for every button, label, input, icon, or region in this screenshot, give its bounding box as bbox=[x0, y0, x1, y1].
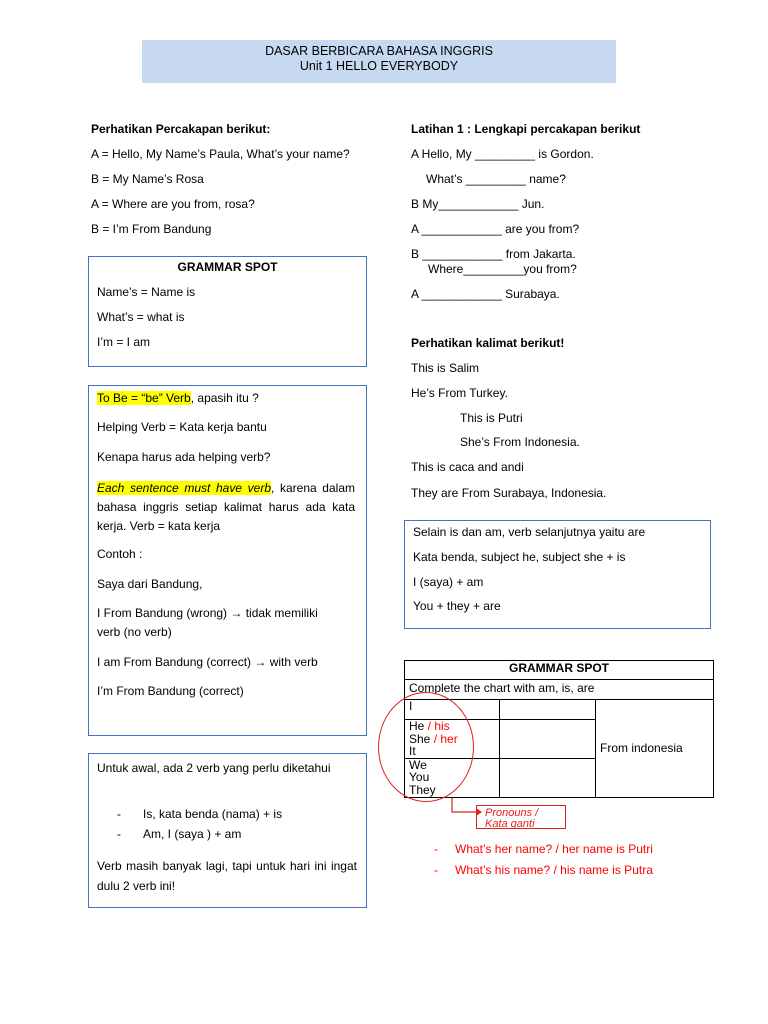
dialogue-line: B = My Name’s Rosa bbox=[91, 172, 204, 186]
header-unit: Unit 1 HELLO EVERYBODY bbox=[299, 59, 459, 73]
chart-instruction: Complete the chart with am, is, are bbox=[405, 680, 714, 700]
pronoun-we: We bbox=[409, 757, 427, 772]
pronoun-it: It bbox=[409, 744, 416, 758]
selain-line: I (saya) + am bbox=[413, 575, 484, 589]
example-line: Saya dari Bandung, bbox=[97, 577, 203, 591]
bullet-item: Is, kata benda (nama) + is bbox=[143, 807, 283, 821]
answer-cell[interactable] bbox=[500, 720, 596, 759]
bullet-dash: - bbox=[117, 807, 121, 821]
red-bullet-item: What’s her name? / her name is Putri bbox=[455, 842, 653, 856]
exercise-line: Where_________you from? bbox=[428, 262, 577, 276]
bullet-dash: - bbox=[117, 827, 121, 841]
correct-example-line: I am From Bandung (correct) → with verb bbox=[97, 655, 318, 669]
red-bullet-dash: - bbox=[434, 863, 438, 877]
to-be-heading bbox=[97, 391, 259, 405]
each-sentence-rest: , karena dalam bahasa inggris setiap kalimat harus ada kata kerja. Verb = kata kerja bbox=[97, 481, 355, 533]
grammar-spot-box bbox=[88, 256, 367, 367]
untuk-awal-outro: Verb masih banyak lagi, tapi untuk hari ini ingat dulu 2 verb ini! bbox=[97, 859, 357, 893]
kalimat-title: Perhatikan kalimat berikut! bbox=[411, 336, 565, 350]
document-header bbox=[142, 40, 616, 83]
callout-text-cropped: Kata ganti bbox=[485, 818, 535, 829]
highlighted-text: To Be = “be” Verb bbox=[97, 391, 191, 405]
exercise-line: What’s _________ name? bbox=[426, 172, 566, 186]
sentence-line: He’s From Turkey. bbox=[411, 386, 508, 400]
untuk-awal-intro: Untuk awal, ada 2 verb yang perlu diketahui bbox=[97, 761, 331, 775]
header-title: DASAR BERBICARA BAHASA INGGRIS bbox=[265, 44, 493, 58]
wrong-example-line: verb (no verb) bbox=[97, 625, 172, 639]
highlighted-text: Each sentence must have verb bbox=[97, 481, 271, 495]
sentence-line: This is Putri bbox=[460, 411, 523, 425]
answer-cell[interactable] bbox=[500, 758, 596, 797]
grammar-spot-title: GRAMMAR SPOT bbox=[177, 260, 278, 274]
red-circle-annotation bbox=[378, 692, 474, 802]
sentence-line: She’s From Indonesia. bbox=[460, 435, 580, 449]
selain-line: Kata benda, subject he, subject she + is bbox=[413, 550, 626, 564]
dialogue-line: A = Where are you from, rosa? bbox=[91, 197, 255, 211]
pronoun-you: You bbox=[409, 770, 430, 784]
each-sentence-paragraph bbox=[97, 479, 355, 536]
exercise-line: A ____________ are you from? bbox=[411, 222, 580, 236]
grammar-line: Name’s = Name is bbox=[97, 285, 196, 299]
pronouns-callout bbox=[476, 805, 566, 829]
untuk-awal-box bbox=[88, 753, 367, 908]
callout-text: Pronouns / bbox=[485, 807, 539, 819]
dialogue-title: Perhatikan Percakapan berikut: bbox=[91, 122, 271, 136]
dialogue-line: B = I’m From Bandung bbox=[91, 222, 212, 236]
to-be-heading-rest: , apasih itu ? bbox=[190, 391, 259, 405]
contoh-line: Contoh : bbox=[97, 547, 143, 561]
grammar-line: I’m = I am bbox=[97, 335, 151, 349]
exercise-line: B My____________ Jun. bbox=[411, 197, 545, 211]
sentence-line: This is caca and andi bbox=[411, 460, 524, 474]
sentence-line: This is Salim bbox=[411, 361, 480, 375]
exercise-line: A ____________ Surabaya. bbox=[411, 287, 560, 301]
exercise-line: B ____________ from Jakarta. bbox=[411, 247, 576, 261]
selain-line: You + they + are bbox=[413, 599, 501, 613]
grammar-line: What’s = what is bbox=[97, 310, 185, 324]
answer-cell[interactable] bbox=[500, 700, 596, 720]
dialogue-line: A = Hello, My Name’s Paula, What’s your name? bbox=[91, 147, 350, 161]
he-text: He bbox=[409, 719, 425, 733]
kenapa-line: Kenapa harus ada helping verb? bbox=[97, 450, 271, 464]
her-annotation: / her bbox=[430, 731, 458, 746]
pronoun-they: They bbox=[409, 782, 436, 797]
wrong-example-line: I From Bandung (wrong) → tidak memiliki bbox=[97, 606, 318, 620]
helping-verb-line: Helping Verb = Kata kerja bantu bbox=[97, 420, 267, 434]
exercise-line: A Hello, My _________ is Gordon. bbox=[411, 147, 594, 161]
correct-example-line: I’m From Bandung (correct) bbox=[97, 684, 244, 698]
his-annotation: / his bbox=[424, 719, 450, 733]
latihan-title: Latihan 1 : Lengkapi percakapan berikut bbox=[411, 122, 641, 136]
to-be-box bbox=[88, 385, 367, 736]
from-indonesia-cell: From indonesia bbox=[596, 700, 714, 798]
bullet-item: Am, I (saya ) + am bbox=[143, 827, 242, 841]
pronoun-cell: I bbox=[405, 700, 500, 720]
selain-line: Selain is dan am, verb selanjutnya yaitu are bbox=[413, 525, 646, 539]
sentence-line: They are From Surabaya, Indonesia. bbox=[411, 486, 607, 500]
chart-title: GRAMMAR SPOT bbox=[405, 661, 714, 680]
red-bullet-item: What’s his name? / his name is Putra bbox=[455, 863, 653, 877]
she-text: She bbox=[409, 731, 431, 746]
red-bullet-dash: - bbox=[434, 842, 438, 856]
selain-box bbox=[404, 520, 711, 629]
